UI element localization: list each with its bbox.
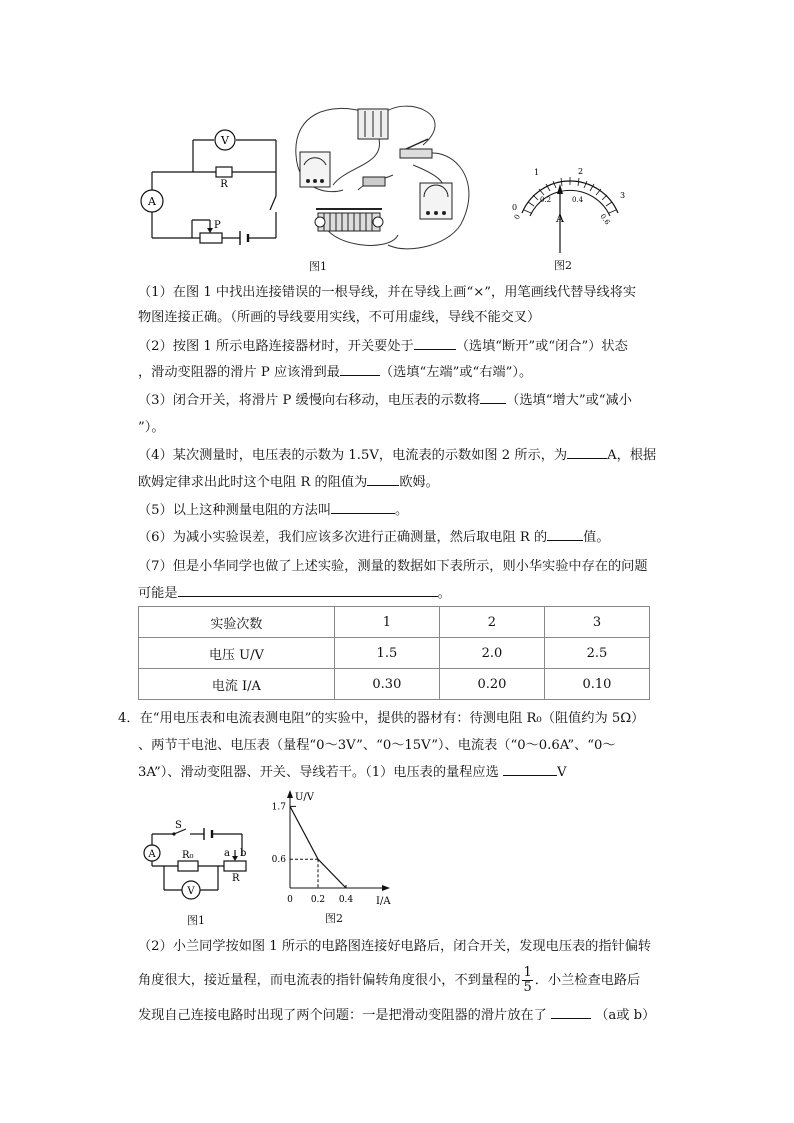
measurement-table [138, 606, 650, 700]
x-tick-label: 0.4 [338, 895, 354, 905]
q4-part2-line3: 发现自己连接电路时出现了两个问题：一是把滑动变阻器的滑片放在了 （a或 b） [138, 1001, 678, 1031]
table-cell: 3 [544, 607, 649, 638]
table-cell: 实验次数 [139, 607, 335, 638]
table-cell: 2.5 [544, 638, 649, 669]
top-figure-1-caption: 图1 [309, 260, 327, 273]
x-tick-label: 0 [287, 895, 293, 905]
table-row [139, 669, 650, 700]
q3-part2-line2: ，滑动变阻器的滑片 P 应该滑到最 （选填“左端”或“右端”）。 [138, 358, 678, 388]
graph-y-label: U/V [295, 792, 315, 803]
table-cell: 电流 I/A [139, 669, 335, 700]
graph-x-label: I/A [376, 896, 391, 907]
blank-resistance-value[interactable] [367, 471, 399, 486]
table-cell: 电压 U/V [139, 638, 335, 669]
y-tick-label: 0.6 [271, 855, 286, 866]
dial-outer-3: 3 [620, 191, 626, 200]
q3-part7-line1: （7）但是小华同学也做了上述实验，测量的数据如下表所示，则小华实验中存在的问题 [138, 559, 648, 574]
ammeter-dial [504, 158, 634, 258]
q3-part3-line2: ”）。 [138, 420, 165, 435]
top-resistor-label: R [220, 179, 228, 190]
dial-outer-1: 1 [534, 168, 540, 177]
q3-part4-line1: （4）某次测量时，电压表的示数为 1.5V，电流表的示数如图 2 所示，为 A，根据 [138, 441, 678, 471]
dial-inner-3: 0.6 [598, 212, 612, 227]
top-voltmeter-label: V [221, 134, 229, 147]
q4-line3: 3A”）、滑动变阻器、开关、导线若干。（1）电压表的量程应选 V [138, 758, 678, 788]
dial-outer-0: 0 [512, 203, 518, 212]
x-tick-label: 0.2 [310, 895, 326, 905]
dial-inner-1: 0.2 [540, 196, 552, 204]
dial-unit: A [556, 212, 564, 225]
table-row [139, 607, 650, 638]
blank-current-value[interactable] [567, 444, 607, 459]
bottom-switch-label: S [175, 820, 182, 831]
table-cell: 0.30 [334, 669, 439, 700]
q4-line2: 、两节干电池、电压表（量程“0～3V”、“0～15V”）、电流表（“0～0.6A”、“0～ [138, 738, 616, 753]
bottom-r0-label: R₀ [182, 850, 194, 861]
bottom-figure-2-caption: 图2 [325, 912, 343, 925]
bottom-rheostat-label: R [232, 873, 240, 884]
bottom-voltmeter-label: V [187, 886, 195, 897]
table-row [139, 638, 650, 669]
u-i-graph [262, 786, 402, 908]
bottom-ammeter-label: A [148, 849, 156, 860]
bottom-circuit-schematic [138, 820, 258, 910]
q4-part2-line1: （2）小兰同学按如图 1 所示的电路图连接好电路后，闭合开关，发现电压表的指针偏转 [138, 939, 652, 954]
top-ammeter-label: A [148, 195, 156, 208]
table-cell: 2.0 [439, 638, 544, 669]
bottom-end-b: b [240, 848, 247, 859]
dial-inner-2: 0.4 [572, 196, 584, 204]
q3-part2-line1: （2）按图 1 所示电路连接器材时，开关要处于 （选填“断开”或“闭合”）状态 [138, 332, 678, 362]
bottom-figure-1-caption: 图1 [187, 914, 205, 927]
table-cell: 2 [439, 607, 544, 638]
fraction-one-fifth: $\frac{1}{5}$ [523, 965, 532, 995]
blank-slider-end[interactable] [340, 361, 380, 376]
blank-switch-state[interactable] [414, 335, 456, 350]
q3-part1-line2: 物图连接正确。（所画的导线要用实线，不可用虚线，导线不能交叉） [138, 310, 541, 325]
y-tick-label: 1.7 [271, 802, 286, 813]
table-cell: 0.20 [439, 669, 544, 700]
blank-problem[interactable] [178, 582, 438, 597]
q4-line1: 4．在“用电压表和电流表测电阻”的实验中，提供的器材有：待测电阻 R₀（阻值约为 5Ω） [118, 711, 645, 726]
bottom-end-a: a [224, 848, 230, 859]
q3-part6: （6）为减小实验误差，我们应该多次进行正确测量，然后取电阻 R 的 值。 [138, 523, 678, 553]
table-cell: 1.5 [334, 638, 439, 669]
apparatus-drawing [288, 95, 488, 255]
top-circuit-schematic [130, 120, 290, 250]
blank-voltmeter-change[interactable] [480, 389, 506, 404]
q3-part1-line1: （1）在图 1 中找出连接错误的一根导线，并在导线上画“×”，用笔画线代替导线将实 [138, 285, 637, 300]
top-figure-2-caption: 图2 [554, 259, 572, 272]
dial-inner-0: 0 [512, 213, 522, 221]
q4-part2-line2: 角度很大，接近量程，而电流表的指针偏转角度很小，不到量程的 $\frac{1}{5}$ ．小兰检查电路后 [138, 965, 641, 995]
blank-method-name[interactable] [331, 499, 395, 514]
blank-voltmeter-range[interactable] [503, 761, 557, 776]
blank-slider-position[interactable] [551, 1004, 591, 1019]
q3-part3-line1: （3）闭合开关，将滑片 P 缓慢向右移动，电压表的示数将 （选填“增大”或“减小 [138, 386, 678, 416]
blank-average[interactable] [547, 526, 583, 541]
top-slider-label: P [214, 220, 221, 231]
q3-part7-line2: 可能是 。 [138, 579, 678, 609]
q3-part5: （5）以上这种测量电阻的方法叫 。 [138, 496, 678, 526]
table-cell: 1 [334, 607, 439, 638]
q3-part4-line2: 欧姆定律求出此时这个电阻 R 的阻值为 欧姆。 [138, 468, 678, 498]
dial-outer-2: 2 [578, 167, 584, 176]
table-cell: 0.10 [544, 669, 649, 700]
